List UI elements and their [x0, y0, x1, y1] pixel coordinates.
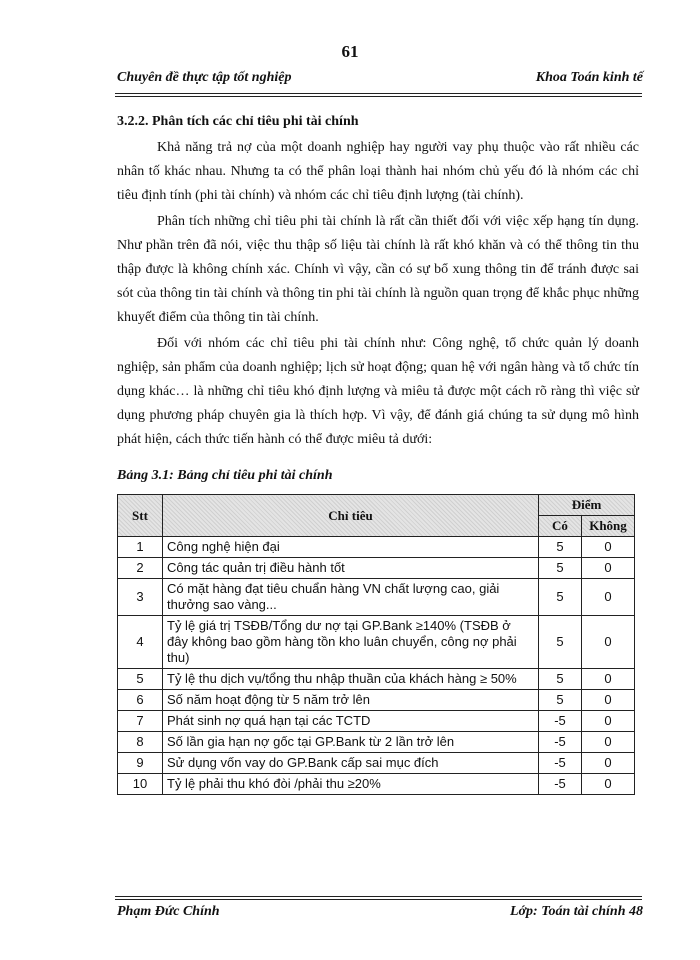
row-no-score: 0	[582, 690, 635, 711]
row-yes-score: 5	[539, 690, 582, 711]
row-stt: 5	[118, 669, 163, 690]
page-content	[117, 110, 639, 795]
table-caption: Bảng 3.1: Bảng chỉ tiêu phi tài chính	[117, 468, 333, 483]
row-yes-score: -5	[539, 711, 582, 732]
table-row	[118, 753, 635, 774]
row-no-score: 0	[582, 616, 635, 669]
header-no: Không	[582, 516, 635, 537]
row-no-score: 0	[582, 669, 635, 690]
table-header-row	[118, 495, 635, 516]
row-criterion: Tỷ lệ phải thu khó đòi /phải thu ≥20%	[163, 774, 539, 795]
table-row	[118, 558, 635, 579]
row-no-score: 0	[582, 711, 635, 732]
footer-rule	[115, 896, 642, 900]
table-row	[118, 537, 635, 558]
footer-class: Lớp: Toán tài chính 48	[509, 904, 643, 919]
row-yes-score: 5	[539, 669, 582, 690]
row-yes-score: 5	[539, 616, 582, 669]
section-title: 3.2.2. Phân tích các chỉ tiêu phi tài chính	[117, 114, 359, 129]
row-yes-score: -5	[539, 732, 582, 753]
row-stt: 9	[118, 753, 163, 774]
row-criterion: Số năm hoạt động từ 5 năm trở lên	[163, 690, 539, 711]
table-row	[118, 616, 635, 669]
row-yes-score: 5	[539, 579, 582, 616]
row-criterion: Sử dụng vốn vay do GP.Bank cấp sai mục đích	[163, 753, 539, 774]
paragraph-1: Khả năng trả nợ của một doanh nghiệp hay người vay phụ thuộc vào rất nhiều các nhân tố khác nhau. Nhưng ta có thể phân loại thành hai nhóm chủ yếu đó là nhóm các chỉ tiêu định tính (phi tài chính) và nhóm các chỉ tiêu định lượng (tài chính).	[117, 140, 639, 203]
row-no-score: 0	[582, 558, 635, 579]
header-document-title: Chuyên đề thực tập tốt nghiệp	[117, 70, 292, 85]
table-row	[118, 711, 635, 732]
row-yes-score: -5	[539, 753, 582, 774]
table-row	[118, 579, 635, 616]
footer-author: Phạm Đức Chính	[117, 904, 220, 919]
row-criterion: Có mặt hàng đạt tiêu chuẩn hàng VN chất lượng cao, giải thưởng sao vàng...	[163, 579, 539, 616]
row-no-score: 0	[582, 579, 635, 616]
paragraph-2: Phân tích những chỉ tiêu phi tài chính là rất cần thiết đối với việc xếp hạng tín dụng. Như phần trên đã nói, việc thu thập số liệu tài chính là rất khó khăn và có thể thông tin thu thập được là không chính xác. Chính vì vậy, cần có sự bổ xung thông tin để tránh được sai sót của thông tin tài chính và thông tin phi tài chính là nguồn quan trọng để khắc phục những khuyết điểm của thông tin tài chính.	[117, 214, 639, 325]
row-criterion: Tỷ lệ giá trị TSĐB/Tổng dư nợ tại GP.Bank ≥140% (TSĐB ở đây không bao gồm hàng tồn kho luân chuyển, công nợ phải thu)	[163, 616, 539, 669]
row-criterion: Công nghệ hiện đại	[163, 537, 539, 558]
row-yes-score: -5	[539, 774, 582, 795]
paragraph-3: Đối với nhóm các chỉ tiêu phi tài chính như: Công nghệ, tổ chức quản lý doanh nghiệp, sản phẩm của doanh nghiệp; lịch sử hoạt động; quan hệ với ngân hàng và tổ chức tín dụng khác… là những chỉ tiêu khó định lượng và miêu tả được một cách rõ ràng thì việc sử dụng phương pháp chuyên gia là thích hợp. Vì vậy, để đánh giá chúng ta sử dụng mô hình phát hiện, cách thức tiến hành có thể được miêu tả dưới:	[117, 336, 639, 447]
header-rule	[115, 93, 642, 97]
header-score: Điểm	[539, 495, 635, 516]
row-yes-score: 5	[539, 537, 582, 558]
row-stt: 3	[118, 579, 163, 616]
row-criterion: Công tác quản trị điều hành tốt	[163, 558, 539, 579]
row-criterion: Tỷ lệ thu dịch vụ/tổng thu nhập thuần của khách hàng ≥ 50%	[163, 669, 539, 690]
header-yes: Có	[539, 516, 582, 537]
table-row	[118, 732, 635, 753]
header-faculty: Khoa Toán kinh tế	[535, 70, 643, 85]
criteria-table	[117, 494, 635, 795]
header-stt: Stt	[118, 495, 163, 537]
row-stt: 4	[118, 616, 163, 669]
row-criterion: Phát sinh nợ quá hạn tại các TCTD	[163, 711, 539, 732]
row-stt: 8	[118, 732, 163, 753]
row-stt: 6	[118, 690, 163, 711]
row-no-score: 0	[582, 753, 635, 774]
row-stt: 1	[118, 537, 163, 558]
table-row	[118, 669, 635, 690]
row-stt: 7	[118, 711, 163, 732]
row-yes-score: 5	[539, 558, 582, 579]
table-row	[118, 690, 635, 711]
row-stt: 10	[118, 774, 163, 795]
header-criterion: Chỉ tiêu	[163, 495, 539, 537]
row-no-score: 0	[582, 774, 635, 795]
row-criterion: Số lần gia hạn nợ gốc tại GP.Bank từ 2 lần trở lên	[163, 732, 539, 753]
page-number: 61	[341, 42, 359, 61]
table-row	[118, 774, 635, 795]
row-stt: 2	[118, 558, 163, 579]
row-no-score: 0	[582, 537, 635, 558]
row-no-score: 0	[582, 732, 635, 753]
